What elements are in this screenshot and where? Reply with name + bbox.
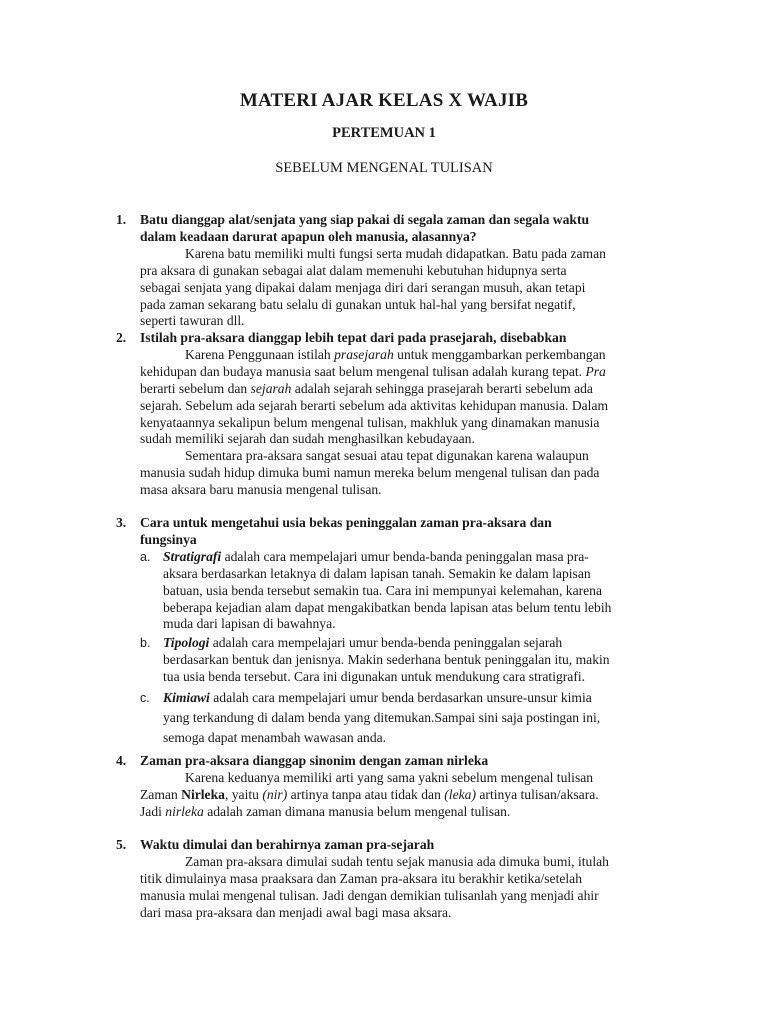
list-marker: b. bbox=[140, 636, 151, 651]
section-answer: Karena Penggunaan istilah prasejarah untuk menggambarkan perkembangan kehidupan dan budaya manusia saat belum mengenal tulisan adalah kurang tepat. Pra berarti sebelum dan sejarah adalah sejarah sehingga prasejarah berarti sebelum ada sejarah. Sebelum ada sejarah berarti sebelum ada aktivitas kehidupan manusia. Dalam kenyataannya sekalipun belum mengenal tulisan, makhluk yang dinamakan manusia sudah memiliki sejarah dan sudah menghasilkan kebudayaan. Sementara pra-aksara sangat sesuai atau tepat digunakan karena walaupun manusia sudah hidup dimuka bumi namun mereka belum mengenal tulisan dan pada masa aksara baru manusia mengenal tulisan. bbox=[140, 346, 609, 498]
section-4 bbox=[116, 753, 676, 821]
section-1 bbox=[116, 212, 676, 330]
list-marker: a. bbox=[140, 549, 151, 564]
list-marker: c. bbox=[140, 691, 150, 706]
section-question: Waktu dimulai dan berahirnya zaman pra-sejarah bbox=[140, 837, 435, 852]
term-label: Kimiawi bbox=[163, 690, 210, 706]
section-question: Istilah pra-aksara dianggap lebih tepat dari pada prasejarah, disebabkan bbox=[140, 330, 567, 345]
section-5 bbox=[116, 837, 676, 922]
section-2 bbox=[116, 330, 676, 499]
list-item: c. Kimiawi adalah cara mempelajari umur benda berdasarkan unsure-unsur kimia yang terkandung di dalam benda yang ditemukan.Sampai sini saja postingan ini, semoga dapat menambah wawasan anda. bbox=[140, 690, 601, 746]
section-number: 2. bbox=[116, 330, 127, 345]
section-question: Zaman pra-aksara dianggap sinonim dengan zaman nirleka bbox=[140, 753, 489, 768]
document-title: MATERI AJAR KELAS X WAJIB bbox=[239, 90, 529, 111]
term-label: Tipologi bbox=[163, 635, 210, 651]
meeting-heading: PERTEMUAN 1 bbox=[332, 125, 436, 141]
section-number: 5. bbox=[116, 837, 127, 852]
section-number: 1. bbox=[116, 212, 127, 227]
section-answer: Zaman pra-aksara dimulai sudah tentu sejak manusia ada dimuka bumi, itulah titik dimulainya masa praaksara dan Zaman pra-aksara itu berakhir ketika/setelah manusia mulai mengenal tulisan. Jadi dengan demikian tulisanlah yang menjadi ahir dari masa pra-aksara dan menjadi awal bagi masa aksara. bbox=[140, 853, 609, 920]
list-item: b. Tipologi adalah cara mempelajari umur benda-benda peninggalan sejarah berdasarkan bentuk dan jenisnya. Makin sederhana bentuk peninggalan itu, makin tua usia benda tersebut. Cara ini digunakan untuk mendukung cara stratigrafi. bbox=[140, 635, 610, 685]
section-3 bbox=[116, 515, 676, 748]
section-question: Batu dianggap alat/senjata yang siap pakai di segala zaman dan segala waktu dalam keadaan darurat apapun oleh manusia, alasannya? bbox=[140, 212, 590, 244]
topic-heading: SEBELUM MENGENAL TULISAN bbox=[275, 160, 493, 176]
list-item: a. Stratigrafi adalah cara mempelajari umur benda-banda peninggalan masa pra- aksara berdasarkan letaknya di dalam lapisan tanah. Semakin ke dalam lapisan batuan, usia benda tersebut semakin tua. Cara ini mempunyai kelemahan, karena beberapa kejadian alam dapat mengakibatkan benda lapisan atas belum tentu lebih muda dari lapisan di bawahnya. bbox=[140, 548, 612, 632]
method-list bbox=[140, 549, 676, 748]
section-number: 4. bbox=[116, 753, 127, 768]
term-label: Stratigrafi bbox=[163, 548, 222, 564]
section-answer: Karena batu memiliki multi fungsi serta mudah didapatkan. Batu pada zaman pra aksara di gunakan sebagai alat dalam memenuhi kebutuhan hidupnya serta sebagai senjata yang dipakai dalam menjaga diri dari serangan musuh, akan tetapi pada zaman sekarang batu selalu di gunakan untuk hal-hal yang bersifat negatif, seperti tawuran dll. bbox=[140, 245, 606, 329]
section-question: Cara untuk mengetahui usia bekas peninggalan zaman pra-aksara dan fungsinya bbox=[140, 515, 552, 547]
section-answer: Karena keduanya memiliki arti yang sama yakni sebelum mengenal tulisan Zaman Nirleka, yaitu (nir) artinya tanpa atau tidak dan (leka) artinya tulisan/aksara. Jadi nirleka adalah zaman dimana manusia belum mengenal tulisan. bbox=[140, 769, 599, 819]
section-number: 3. bbox=[116, 515, 127, 530]
